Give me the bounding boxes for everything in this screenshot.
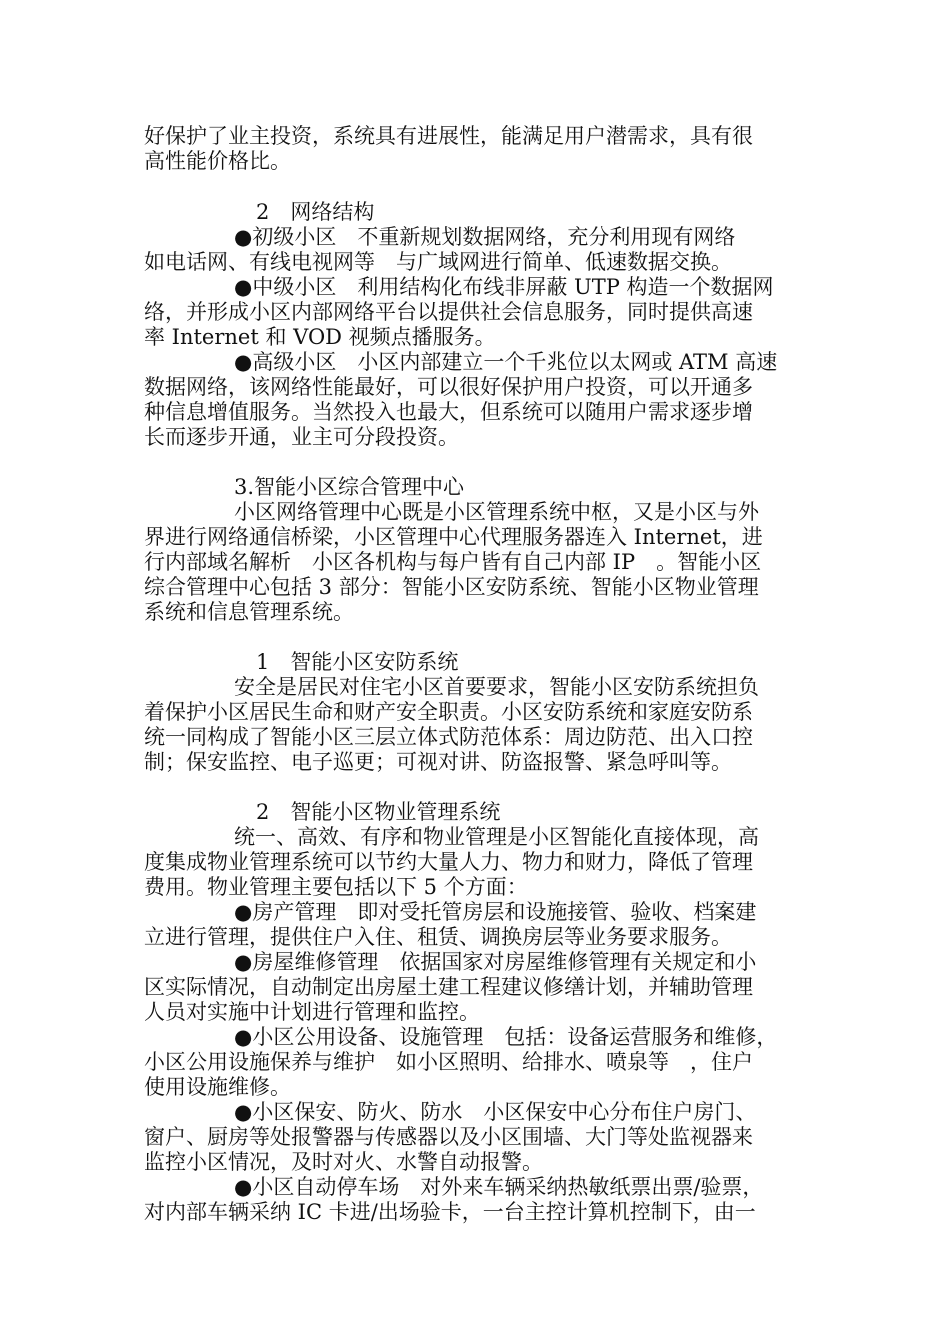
text-line: 对内部车辆采纳 IC 卡进/出场验卡，一台主控计算机控制下，由一	[144, 1200, 756, 1224]
text-line: 小区公用设施保养与维护 如小区照明、给排水、喷泉等 ，住户	[144, 1050, 753, 1074]
text-line: 安全是居民对住宅小区首要要求，智能小区安防系统担负	[234, 675, 759, 699]
text-line: 监控小区情况，及时对火、水警自动报警。	[144, 1150, 543, 1174]
text-line: 率 Internet 和 VOD 视频点播服务。	[144, 325, 496, 349]
text-line: 统一、高效、有序和物业管理是小区智能化直接体现，高	[234, 825, 759, 849]
text-line: 系统和信息管理系统。	[144, 600, 354, 624]
text-line: 长而逐步开通，业主可分段投资。	[144, 425, 459, 449]
text-line: ●房屋维修管理 依据国家对房屋维修管理有关规定和小	[234, 950, 757, 974]
section-heading: 3.智能小区综合管理中心	[234, 475, 465, 499]
text-line: 如电话网、有线电视网等 与广域网进行简单、低速数据交换。	[144, 250, 732, 274]
text-line: 度集成物业管理系统可以节约大量人力、物力和财力，降低了管理	[144, 850, 753, 874]
text-line: 使用设施维修。	[144, 1075, 291, 1099]
text-line: 小区网络管理中心既是小区管理系统中枢，又是小区与外	[234, 500, 759, 524]
text-line: 数据网络，该网络性能最好，可以很好保护用户投资，可以开通多	[144, 375, 753, 399]
text-line: ●小区自动停车场 对外来车辆采纳热敏纸票出票/验票，	[234, 1175, 764, 1199]
text-line: 人员对实施中计划进行管理和监控。	[144, 1000, 480, 1024]
text-line: 立进行管理，提供住户入住、租赁、调换房层等业务要求服务。	[144, 925, 732, 949]
text-line: 好保护了业主投资，系统具有进展性，能满足用户潜需求，具有很	[144, 124, 753, 148]
text-line: 窗户、厨房等处报警器与传感器以及小区围墙、大门等处监视器来	[144, 1125, 753, 1149]
text-line: ●中级小区 利用结构化布线非屏蔽 UTP 构造一个数据网	[234, 275, 774, 299]
text-line: ●初级小区 不重新规划数据网络，充分利用现有网络	[234, 225, 736, 249]
text-line: 统一同构成了智能小区三层立体式防范体系：周边防范、出入口控	[144, 725, 753, 749]
text-line: ●房产管理 即对受托管房层和设施接管、验收、档案建	[234, 900, 757, 924]
text-line: 种信息增值服务。当然投入也最大，但系统可以随用户需求逐步增	[144, 400, 753, 424]
text-line: 行内部域名解析 小区各机构与每户皆有自己内部 IP 。智能小区	[144, 550, 762, 574]
text-line: ●高级小区 小区内部建立一个千兆位以太网或 ATM 高速	[234, 350, 778, 374]
text-line: ●小区公用设备、设施管理 包括：设备运营服务和维修，	[234, 1025, 778, 1049]
section-heading: 2 智能小区物业管理系统	[256, 800, 501, 824]
text-line: 高性能价格比。	[144, 149, 291, 173]
section-heading: 2 网络结构	[256, 200, 375, 224]
text-line: 综合管理中心包括 3 部分：智能小区安防系统、智能小区物业管理	[144, 575, 759, 599]
text-line: 着保护小区居民生命和财产安全职责。小区安防系统和家庭安防系	[144, 700, 753, 724]
text-line: 制；保安监控、电子巡更；可视对讲、防盗报警、紧急呼叫等。	[144, 750, 732, 774]
text-line: ●小区保安、防火、防水 小区保安中心分布住户房门、	[234, 1100, 757, 1124]
text-line: 区实际情况，自动制定出房屋土建工程建议修缮计划，并辅助管理	[144, 975, 753, 999]
text-line: 界进行网络通信桥梁，小区管理中心代理服务器连入 Internet，进	[144, 525, 763, 549]
section-heading: 1 智能小区安防系统	[256, 650, 459, 674]
text-line: 络，并形成小区内部网络平台以提供社会信息服务，同时提供高速	[144, 300, 753, 324]
text-line: 费用。物业管理主要包括以下 5 个方面：	[144, 875, 528, 899]
